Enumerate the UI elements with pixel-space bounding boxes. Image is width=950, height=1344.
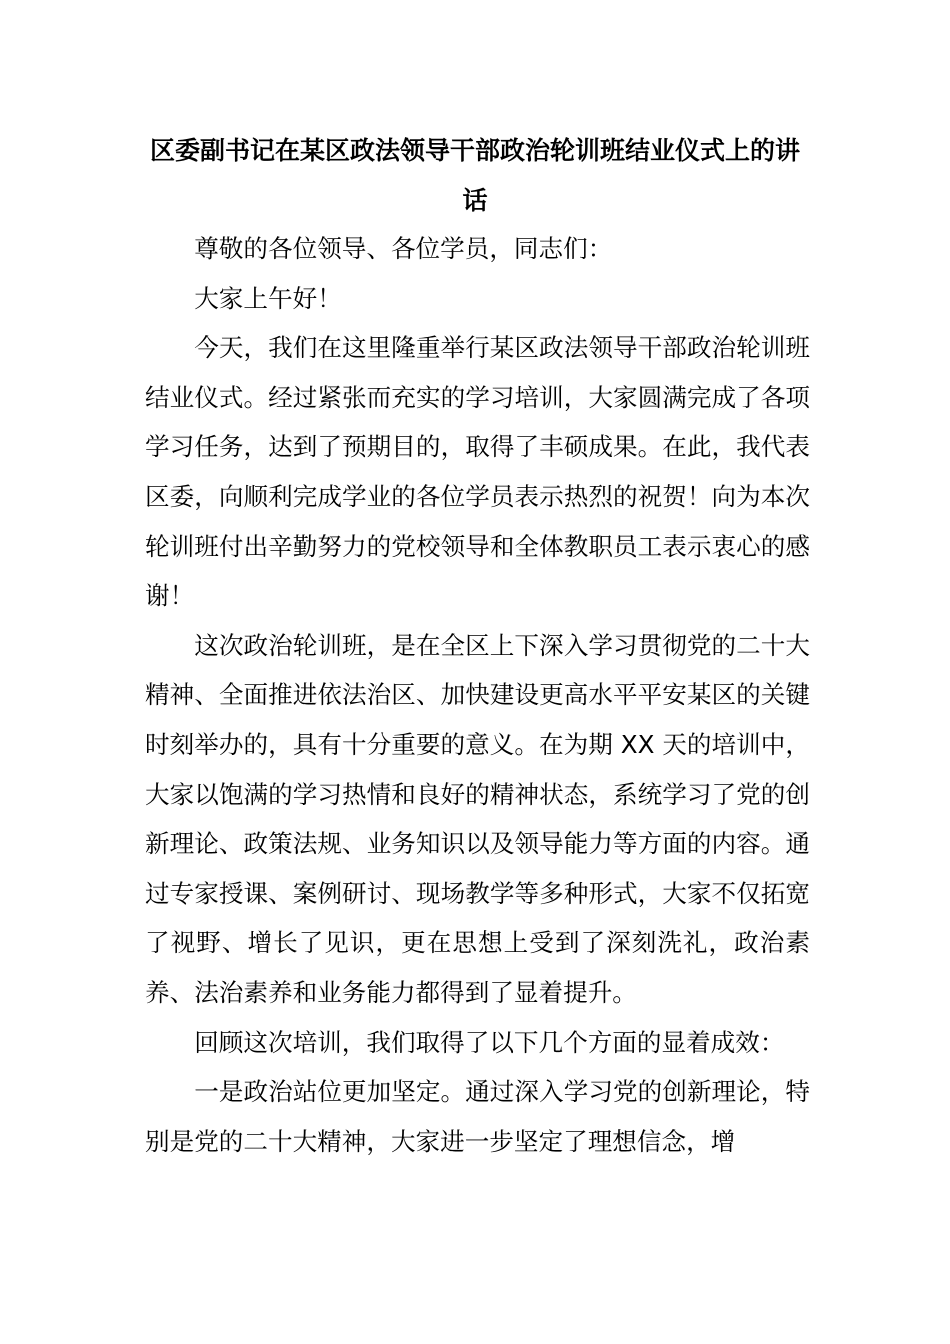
paragraph-salutation: 尊敬的各位领导、各位学员，同志们： <box>194 234 613 263</box>
document-body <box>145 224 810 1166</box>
paragraph-opening: 今天，我们在这里隆重举行某区政法领导干部政治轮训班结业仪式。经过紧张而充实的学习培训，大家圆满完成了各项学习任务，达到了预期目的，取得了丰硕成果。在此，我代表区委，向顺利完成学业的各位学员表示热烈的祝贺！向为本次轮训班付出辛勤努力的党校领导和全体教职员工表示衷心的感谢！ <box>145 333 810 611</box>
paragraph-significance: 这次政治轮训班，是在全区上下深入学习贯彻党的二十大精神、全面推进依法治区、加快建设更高水平平安某区的关键时刻举办的，具有十分重要的意义。在为期 XX 天的培训中，大家以饱满的学习热情和良好的精神状态，系统学习了党的创新理论、政策法规、业务知识以及领导能力等方面的内容。通过专家授课、案例研讨、现场教学等多种形式，大家不仅拓宽了视野、增长了见识，更在思想上受到了深刻洗礼，政治素养、法治素养和业务能力都得到了显着提升。 <box>145 630 810 1007</box>
paragraph-greeting: 大家上午好！ <box>194 283 342 313</box>
paragraph-point-one: 一是政治站位更加坚定。通过深入学习党的创新理论，特别是党的二十大精神，大家进一步坚定了理想信念，增 <box>145 1077 810 1156</box>
document-title: 区委副书记在某区政法领导干部政治轮训班结业仪式上的讲话 <box>149 136 800 215</box>
paragraph-review: 回顾这次培训，我们取得了以下几个方面的显着成效： <box>194 1027 785 1057</box>
